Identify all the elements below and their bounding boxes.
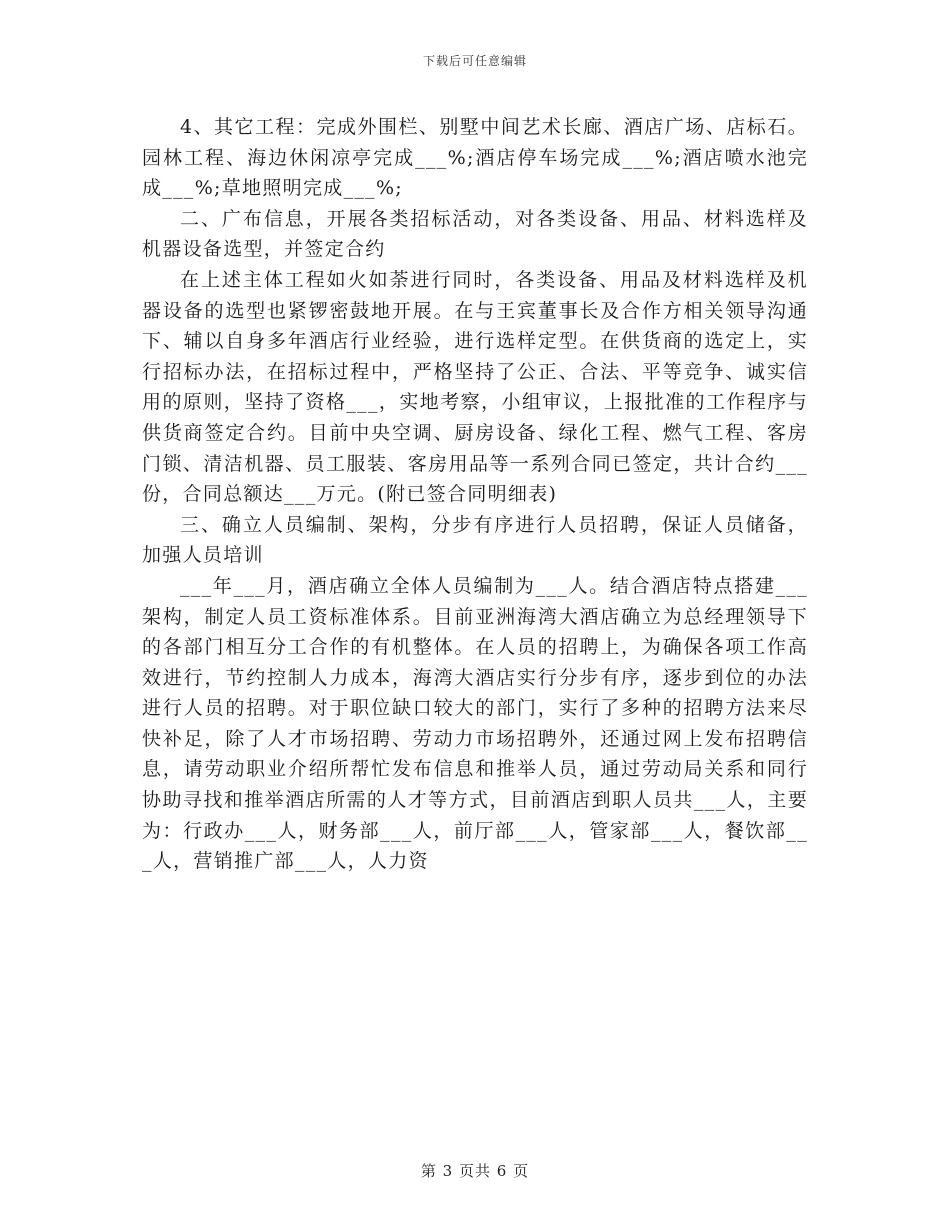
paragraph-recruitment: ___年___月，酒店确立全体人员编制为___人。结合酒店特点搭建___架构，制定人员工资标准体系。目前亚洲海湾大酒店确立为总经理领导下的各部门相互分工合作的有机整体。在人员的招聘上，为确保各项工作高效进行，节约控制人力成本，海湾大酒店实行分步有序，逐步到位的办法进行人员的招聘。对于职位缺口较大的部门，实行了多种的招聘方法来尽快补足，除了人才市场招聘、劳动力市场招聘外，还通过网上发布招聘信息，请劳动职业介绍所帮忙发布信息和推举人员，通过劳动局关系和同行协助寻找和推举酒店所需的人才等方式，目前酒店到职人员共___人，主要为：行政办___人，财务部___人，前厅部___人，管家部___人，餐饮部___人，营销推广部___人，人力资 (142, 574, 808, 873)
document-body (142, 112, 808, 877)
section-heading-staffing: 三、确立人员编制、架构，分步有序进行人员招聘，保证人员储备，加强人员培训 (142, 513, 808, 567)
page-header-note: 下载后可任意编辑 (422, 54, 527, 68)
section-heading-tendering: 二、广布信息，开展各类招标活动，对各类设备、用品、材料选样及机器设备选型，并签定合约 (142, 207, 808, 261)
paragraph-equipment-selection: 在上述主体工程如火如荼进行同时，各类设备、用品及材料选样及机器设备的选型也紧锣密鼓地开展。在与王宾董事长及合作方相关领导沟通下、辅以自身多年酒店行业经验，进行选样定型。在供货商的选定上，实行招标办法，在招标过程中，严格坚持了公正、合法、平等竞争、诚实信用的原则，坚持了资格___，实地考察，小组审议，上报批准的工作程序与供货商签定合约。目前中央空调、厨房设备、绿化工程、燃气工程、客房门锁、清洁机器、员工服装、客房用品等一系列合同已签定，共计合约___份，合同总额达___万元。(附已签合同明细表) (142, 268, 808, 506)
page-number: 第 3 页共 6 页 (420, 1162, 530, 1180)
paragraph-other-works: 4、其它工程：完成外围栏、别墅中间艺术长廊、酒店广场、店标石。园林工程、海边休闲凉亭完成___%;酒店停车场完成___%;酒店喷水池完成___%;草地照明完成___%; (142, 116, 808, 200)
